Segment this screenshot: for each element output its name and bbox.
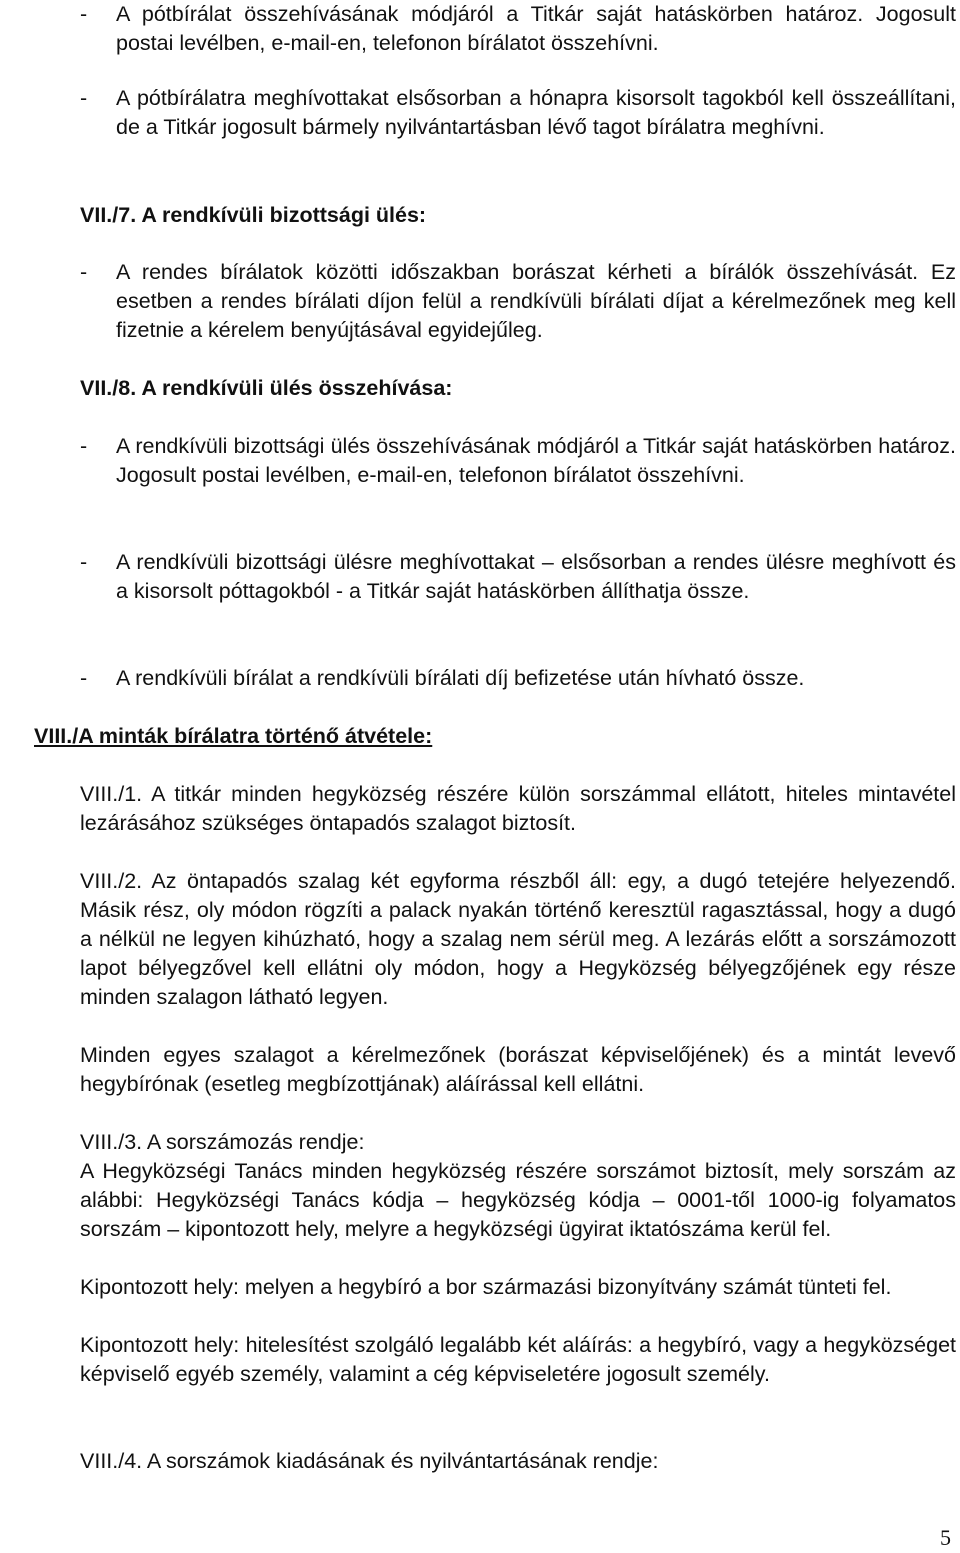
intro-bullet-1-text: A pótbírálat összehívásának módjáról a Titkár saját hatáskörben határoz. Jogosult postai levélben, e-mail-en, telefonon bírálatot összehívni. <box>116 2 956 55</box>
page-number: 5 <box>940 1525 951 1550</box>
bullet-dash: - <box>80 2 88 26</box>
heading-vii-7-num: VII./7. <box>80 203 137 227</box>
paragraph-viii-3-title: VIII./3. A sorszámozás rendje: <box>80 1130 365 1154</box>
vii-8-bullet-3 <box>80 664 956 693</box>
bullet-dash: - <box>80 260 88 284</box>
vii-8-bullet-1-text: A rendkívüli bizottsági ülés összehívásának módjáról a Titkár saját hatáskörben határoz. Jogosult postai levélben, e-mail-en, telefonon bírálatot összehívni. <box>116 434 956 487</box>
bullet-dash: - <box>80 86 88 110</box>
paragraph-viii-3-field-2: Kipontozott hely: hitelesítést szolgáló legalább két aláírás: a hegybíró, vagy a hegyközséget képviselő egyéb személy, valamint a cég képviseletére jogosult személy. <box>80 1333 956 1386</box>
section-viii-title: VIII./A minták bírálatra történő átvétele: <box>34 724 433 748</box>
heading-vii-8 <box>80 374 452 403</box>
paragraph-viii-3-field-1: Kipontozott hely: melyen a hegybíró a bor származási bizonyítvány számát tünteti fel. <box>80 1275 892 1299</box>
bullet-dash: - <box>80 666 88 690</box>
paragraph-viii-2-signature: Minden egyes szalagot a kérelmezőnek (borászat képviselőjének) és a mintát levevő hegybírónak (esetleg megbízottjának) aláírással kell ellátni. <box>80 1043 956 1096</box>
bullet-dash: - <box>80 550 88 574</box>
vii-7-bullet-text: A rendes bírálatok közötti időszakban borászat kérheti a bírálók összehívását. Ez esetben a rendes bírálati díjon felül a rendkívüli bírálati díjat a kérelmezőnek meg kell fizetnie a kérelem benyújtásával egyidejűleg. <box>116 260 956 342</box>
vii-8-bullet-2-text: A rendkívüli bizottsági ülésre meghívottakat – elsősorban a rendes ülésre meghívott és a kisorsolt póttagokból - a Titkár saját hatáskörben állíthatja össze. <box>116 550 956 603</box>
heading-vii-8-title: A rendkívüli ülés összehívása: <box>141 376 453 400</box>
vii-8-bullet-1 <box>80 432 956 490</box>
heading-vii-7 <box>80 201 426 230</box>
vii-8-bullet-3-text: A rendkívüli bírálat a rendkívüli bírálati díj befizetése után hívható össze. <box>116 666 805 690</box>
bullet-dash: - <box>80 434 88 458</box>
vii-7-bullet <box>80 258 956 345</box>
paragraph-viii-1: VIII./1. A titkár minden hegyközség részére külön sorszámmal ellátott, hiteles mintavétel lezárásához szükséges öntapadós szalagot biztosít. <box>80 782 956 835</box>
paragraph-viii-4-title: VIII./4. A sorszámok kiadásának és nyilvántartásának rendje: <box>80 1449 659 1473</box>
intro-bullet-2 <box>80 84 956 142</box>
intro-bullet-2-text: A pótbírálatra meghívottakat elsősorban a hónapra kisorsolt tagokból kell összeállítani, de a Titkár jogosult bármely nyilvántartásban lévő tagot bírálatra meghívni. <box>116 86 956 139</box>
vii-8-bullet-2 <box>80 548 956 606</box>
paragraph-viii-2: VIII./2. Az öntapadós szalag két egyforma részből áll: egy, a dugó tetejére helyezendő. Másik rész, oly módon rögzíti a palack nyakán történő keresztül ragasztással, hogy a dugó a nélkül ne legyen kihúzható, hogy a szalag nem sérül meg. A lezárás előtt a sorszámozott lapot bélyegzővel kell ellátni oly módon, hogy a Hegyközség bélyegzőjének egy része minden szalagon látható legyen. <box>80 869 956 1009</box>
intro-bullet-1 <box>80 0 956 58</box>
paragraph-viii-3-body: A Hegyközségi Tanács minden hegyközség részére sorszámot biztosít, mely sorszám az alábbi: Hegyközségi Tanács kódja – hegyközség kódja – 0001-től 1000-ig folyamatos sorszám – kipontozott hely, melyre a hegyközségi ügyirat iktatószáma kerül fel. <box>80 1159 956 1241</box>
heading-vii-7-title: A rendkívüli bizottsági ülés: <box>141 203 427 227</box>
heading-vii-8-num: VII./8. <box>80 376 137 400</box>
